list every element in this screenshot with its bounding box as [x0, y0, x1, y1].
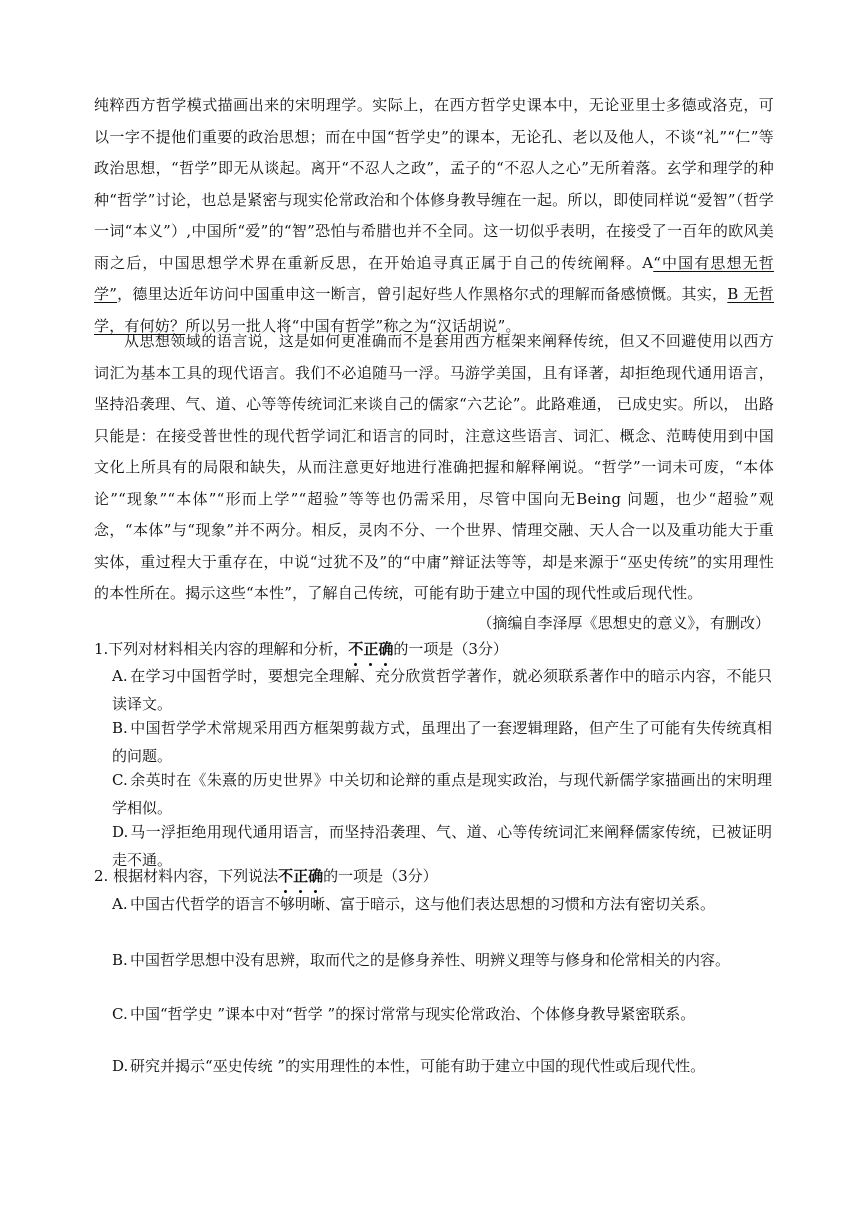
emphasis-text: [278, 867, 323, 885]
passage-text: ，德里达近年访问中国重申这一断言，曾引起好些人作黑格尔式的理解而备感愤慨。其实，: [117, 285, 728, 303]
emphasis-text: [348, 640, 393, 658]
option-text: 研究并揭示“巫史传统 ”的实用理性的本性，可能有助于建立中国的现代性或后现代性。: [130, 1057, 706, 1075]
q2-option-c[interactable]: [112, 1000, 772, 1028]
option-letter: B.: [112, 951, 128, 969]
q2-option-a[interactable]: [112, 890, 772, 918]
question-2-stem: [94, 863, 784, 889]
underlined-phrase-a: “中国有思想无哲学”: [94, 253, 774, 303]
emphasis-char: 不: [348, 636, 363, 662]
underlined-phrase-b: B 无哲学，有何妨？: [94, 285, 774, 335]
emphasis-char: 确: [378, 636, 393, 662]
option-letter: B.: [112, 719, 128, 737]
option-letter: C.: [112, 1005, 128, 1023]
q1-option-a[interactable]: [112, 662, 772, 718]
emphasis-char: 正: [293, 863, 308, 889]
option-letter: D.: [112, 1057, 129, 1075]
q2-option-d[interactable]: [112, 1052, 772, 1080]
passage-text: 所以另一批人将“中国有哲学”称之为“汉话胡说”。: [185, 316, 521, 335]
option-text: 马一浮拒绝用现代通用语言，而坚持沿袭理、气、道、心等传统词汇来阐释儒家传统，已被证明走不通。: [112, 823, 772, 869]
option-letter: A.: [112, 667, 128, 685]
option-letter: A.: [112, 895, 128, 913]
option-text: 在学习中国哲学时，要想完全理解、充分欣赏哲学著作，就必须联系著作中的暗示内容，不能只读译文。: [112, 667, 772, 713]
option-text: 中国哲学思想中没有思辨，取而代之的是修身养性、明辨义理等与修身和伦常相关的内容。: [130, 951, 731, 969]
emphasis-char: 不: [278, 863, 293, 889]
source-citation: （摘编自李泽厚《思想史的意义》，有删改）: [477, 614, 770, 632]
option-text: 余英时在《朱熹的历史世界》中关切和论辩的重点是现实政治，与现代新儒学家描画出的宋明理学相似。: [112, 771, 772, 817]
option-text: 中国古代哲学的语言不够明晰、富于暗示，这与他们表达思想的习惯和方法有密切关系。: [130, 895, 716, 913]
passage-paragraph-1: [94, 90, 774, 342]
question-stem-text: 的一项是（3分）: [323, 867, 438, 885]
question-stem-text: 的一项是（3分）: [393, 640, 508, 658]
q2-option-b[interactable]: [112, 946, 772, 974]
q1-option-c[interactable]: [112, 766, 772, 822]
option-text: 中国哲学学术常规采用西方框架剪裁方式，虽理出了一套逻辑理路，但产生了可能有失传统真相的问题。: [112, 719, 772, 765]
emphasis-char: 正: [363, 636, 378, 662]
option-text: 中国“哲学史 ”课本中对“哲学 ”的探讨常常与现实伦常政治、个体修身教导紧密联系。: [130, 1005, 696, 1023]
question-stem-text: 1.下列对材料相关内容的理解和分析，: [94, 640, 349, 658]
question-1-stem: [94, 636, 784, 662]
passage-paragraph-2: 从思想领域的语言说，这是如何更准确而不是套用西方框架来阐释传统，但又不回避使用以西方词汇为基本工具的现代语言。我们不必追随马一浮。马游学美国，且有译著，却拒绝现代通用语言，坚持沿袭理、气、道、心等等传统词汇来谈自己的儒家“六艺论”。此路难通， 已成史实。所以， 出路只能是：在接受普世性的现代哲学词汇和语言的同时，注意这些语言、词汇、概念、范畴使用到中国文化上所具有的局限和缺失，从而注意更好地进行准确把握和解释阐说。“哲学”一词未可废，“本体论”“现象”“本体”“形而上学”“超验”等等也仍需采用，尽管中国向无Being 问题，也少“超验”观念，“本体”与“现象”并不两分。相反，灵肉不分、一个世界、情理交融、天人合一以及重功能大于重实体，重过程大于重存在，中说“过犹不及”的“中庸”辩证法等等，却是来源于“巫史传统”的实用理性的本性所在。揭示这些“本性”，了解自己传统，可能有助于建立中国的现代性或后现代性。: [94, 332, 774, 602]
question-stem-text: 2. 根据材料内容，下列说法: [94, 867, 279, 885]
q1-option-b[interactable]: [112, 714, 772, 770]
emphasis-char: 确: [308, 863, 323, 889]
passage-text: 纯粹西方哲学模式描画出来的宋明理学。实际上，在西方哲学史课本中，无论亚里士多德或洛克，可以一字不提他们重要的政治思想；而在中国“哲学史”的课本，无论孔、老以及他人，不谈“礼”“仁”等政治思想，“哲学”即无从谈起。离开“不忍人之政”，孟子的“不忍人之心”无所着落。玄学和理学的种种“哲学”讨论，也总是紧密与现实伦常政治和个体修身教导缠在一起。所以，即使同样说“爱智”（哲学一词“本义”）,中国所“爱”的“智”恐怕与希腊也并不全同。这一切似乎表明，在接受了一百年的欧风美雨之后，中国思想学术界在重新反思，在开始追寻真正属于自己的传统阐释。A: [94, 96, 774, 272]
option-letter: D.: [112, 823, 129, 841]
option-letter: C.: [112, 771, 128, 789]
